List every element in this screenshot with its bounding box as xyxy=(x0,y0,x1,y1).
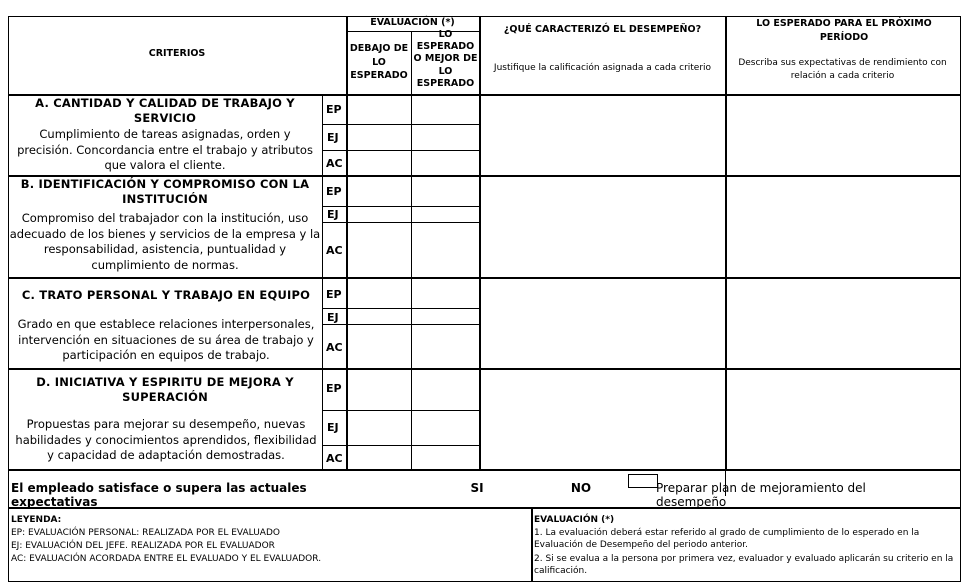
divider xyxy=(479,16,481,470)
evaluacion-note-title: EVALUACIÓN (*) xyxy=(534,515,615,525)
divider xyxy=(322,94,323,470)
evaluacion-header: EVALUACIÓN (*) xyxy=(370,17,455,28)
divider xyxy=(8,469,961,471)
debajo-header: DEBAJO DE LO ESPERADO xyxy=(349,43,409,81)
code-ep: EP xyxy=(326,382,342,395)
divider xyxy=(8,368,961,370)
criterion-a-description: Cumplimiento de tareas asignadas, orden y precisión. Concordancia entre el trabajo y atributos que valora el cliente. xyxy=(17,127,313,172)
que-caracterizo-header: ¿QUÉ CARACTERIZÓ EL DESEMPEÑO? xyxy=(503,24,702,35)
code-ac: AC xyxy=(326,341,343,354)
leyenda-line: EP: EVALUACIÓN PERSONAL: REALIZADA POR EL EVALUADO xyxy=(11,528,280,538)
code-ep: EP xyxy=(326,288,342,301)
divider xyxy=(531,507,533,582)
code-ej: EJ xyxy=(327,208,339,221)
plan-checkbox[interactable] xyxy=(628,474,658,488)
lo-esperado-header: LO ESPERADO PARA EL PRÓXIMO PERÍODO xyxy=(756,18,932,43)
code-ej: EJ xyxy=(327,311,339,324)
evaluacion-note-line: 1. La evaluación deberá estar referido al grado de cumplimiento de lo esperado en la Evaluación de Desempeño del periodo anterior. xyxy=(534,528,920,551)
divider xyxy=(725,16,727,470)
divider xyxy=(8,277,961,279)
criterion-c-description: Grado en que establece relaciones interpersonales, intervención en situaciones de su área de trabajo y participación en equipos de trabajo. xyxy=(17,317,315,362)
esperado-header: LO ESPERADO O MEJOR DE LO ESPERADO xyxy=(413,29,478,89)
criterios-header: CRITERIOS xyxy=(148,48,206,59)
leyenda-title: LEYENDA: xyxy=(11,515,62,525)
leyenda-line: EJ: EVALUACIÓN DEL JEFE. REALIZADA POR EL EVALUADOR xyxy=(11,541,275,551)
leyenda-line: AC: EVALUACIÓN ACORDADA ENTRE EL EVALUADO Y EL EVALUADOR. xyxy=(11,554,322,564)
justifique-instruction: Justifique la calificación asignada a cada criterio xyxy=(493,63,712,73)
code-ac: AC xyxy=(326,244,343,257)
criterion-d-description: Propuestas para mejorar su desempeño, nuevas habilidades y conocimientos aprendidos, flexibilidad y capacidad de adaptación demostradas. xyxy=(15,417,317,462)
describa-instruction: Describa sus expectativas de rendimiento con relación a cada criterio xyxy=(738,58,947,81)
criterion-b-description: Compromiso del trabajador con la institución, uso adecuado de los bienes y servicios de la empresa y la responsabilidad, asistencia, puntualidad y cumplimiento de normas. xyxy=(9,211,321,272)
code-ep: EP xyxy=(326,103,342,116)
code-ej: EJ xyxy=(327,131,339,144)
satisfaction-question: El empleado satisface o supera las actuales expectativas xyxy=(11,481,307,510)
code-ep: EP xyxy=(326,185,342,198)
code-ac: AC xyxy=(326,452,343,465)
criterion-c-title: C. TRATO PERSONAL Y TRABAJO EN EQUIPO xyxy=(21,288,311,302)
code-ej: EJ xyxy=(327,421,339,434)
criterion-d-title: D. INICIATIVA Y ESPIRITU DE MEJORA Y SUPERACIÓN xyxy=(36,375,294,404)
evaluacion-note-line: 2. Si se evalua a la persona por primera vez, evaluador y evaluado aplicarán su criterio en la calificación. xyxy=(534,554,954,577)
plan-label: Preparar plan de mejoramiento del desempeño xyxy=(656,481,866,510)
divider xyxy=(346,16,348,470)
divider xyxy=(411,31,412,470)
criterion-a-title: A. CANTIDAD Y CALIDAD DE TRABAJO Y SERVICIO xyxy=(35,96,295,125)
option-no[interactable]: NO xyxy=(570,481,592,495)
option-si[interactable]: SI xyxy=(470,481,484,495)
criterion-b-title: B. IDENTIFICACIÓN Y COMPROMISO CON LA INSTITUCIÓN xyxy=(20,177,310,206)
code-ac: AC xyxy=(326,157,343,170)
